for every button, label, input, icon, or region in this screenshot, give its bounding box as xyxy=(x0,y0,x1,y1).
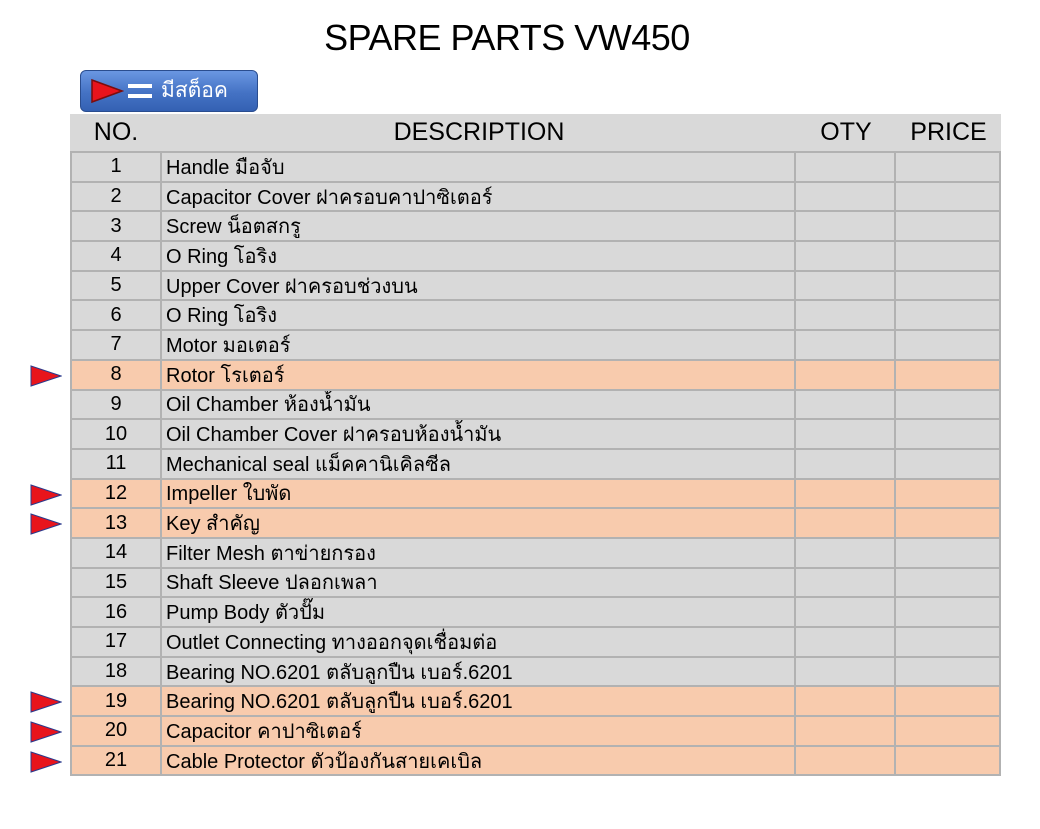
row-qty-cell xyxy=(796,301,896,331)
row-price-cell xyxy=(896,242,1001,272)
row-number: 6 xyxy=(72,301,162,331)
table-row xyxy=(72,183,1001,213)
row-number: 13 xyxy=(72,509,162,539)
row-price-cell xyxy=(896,658,1001,688)
table-row xyxy=(72,598,1001,628)
row-price-cell xyxy=(896,539,1001,569)
row-qty-cell xyxy=(796,272,896,302)
stock-legend xyxy=(80,70,258,112)
column-header-no: NO. xyxy=(93,118,139,146)
row-qty-cell xyxy=(796,509,896,539)
row-price-cell xyxy=(896,480,1001,510)
row-description: Screw น็อตสกรู xyxy=(162,212,796,242)
row-number: 18 xyxy=(72,658,162,688)
row-price-cell xyxy=(896,509,1001,539)
row-description: Bearing NO.6201 ตลับลูกปืน เบอร์.6201 xyxy=(162,658,796,688)
row-number: 12 xyxy=(72,480,162,510)
table-row xyxy=(72,658,1001,688)
row-description: Bearing NO.6201 ตลับลูกปืน เบอร์.6201 xyxy=(162,687,796,717)
row-number: 4 xyxy=(72,242,162,272)
parts-table xyxy=(70,114,1001,776)
table-row xyxy=(72,153,1001,183)
in-stock-triangle-icon xyxy=(30,691,62,713)
red-triangle-icon xyxy=(90,78,124,104)
row-price-cell xyxy=(896,183,1001,213)
row-qty-cell xyxy=(796,331,896,361)
table-row xyxy=(72,539,1001,569)
row-description: Outlet Connecting ทางออกจุดเชื่อมต่อ xyxy=(162,628,796,658)
row-number: 1 xyxy=(72,153,162,183)
row-number: 11 xyxy=(72,450,162,480)
row-price-cell xyxy=(896,391,1001,421)
table-row xyxy=(72,569,1001,599)
row-price-cell xyxy=(896,301,1001,331)
row-price-cell xyxy=(896,450,1001,480)
row-qty-cell xyxy=(796,480,896,510)
row-number: 19 xyxy=(72,687,162,717)
row-price-cell xyxy=(896,212,1001,242)
row-description: Filter Mesh ตาข่ายกรอง xyxy=(162,539,796,569)
row-price-cell xyxy=(896,687,1001,717)
table-row xyxy=(72,361,1001,391)
row-number: 7 xyxy=(72,331,162,361)
row-description: Oil Chamber Cover ฝาครอบห้องน้ำมัน xyxy=(162,420,796,450)
table-row xyxy=(72,687,1001,717)
legend-label: มีสต็อค xyxy=(161,79,228,102)
row-number: 3 xyxy=(72,212,162,242)
row-qty-cell xyxy=(796,183,896,213)
table-row xyxy=(72,301,1001,331)
row-description: Rotor โรเตอร์ xyxy=(162,361,796,391)
row-number: 20 xyxy=(72,717,162,747)
row-price-cell xyxy=(896,628,1001,658)
row-description: Cable Protector ตัวป้องกันสายเคเบิล xyxy=(162,747,796,777)
row-number: 17 xyxy=(72,628,162,658)
row-price-cell xyxy=(896,361,1001,391)
table-row xyxy=(72,391,1001,421)
in-stock-triangle-icon xyxy=(30,484,62,506)
row-price-cell xyxy=(896,569,1001,599)
in-stock-triangle-icon xyxy=(30,721,62,743)
row-description: Capacitor Cover ฝาครอบคาปาซิเตอร์ xyxy=(162,183,796,213)
table-header xyxy=(70,114,1001,151)
row-qty-cell xyxy=(796,450,896,480)
row-qty-cell xyxy=(796,391,896,421)
row-qty-cell xyxy=(796,747,896,777)
row-price-cell xyxy=(896,598,1001,628)
row-number: 16 xyxy=(72,598,162,628)
table-row xyxy=(72,242,1001,272)
row-number: 14 xyxy=(72,539,162,569)
table-row xyxy=(72,331,1001,361)
row-qty-cell xyxy=(796,420,896,450)
row-description: Mechanical seal แม็คคานิเคิลซีล xyxy=(162,450,796,480)
row-description: Impeller ใบพัด xyxy=(162,480,796,510)
column-header-price: PRICE xyxy=(910,118,987,146)
table-row xyxy=(72,747,1001,777)
table-row xyxy=(72,272,1001,302)
row-number: 15 xyxy=(72,569,162,599)
row-qty-cell xyxy=(796,539,896,569)
row-qty-cell xyxy=(796,717,896,747)
row-number: 5 xyxy=(72,272,162,302)
row-qty-cell xyxy=(796,153,896,183)
in-stock-triangle-icon xyxy=(30,751,62,773)
row-description: O Ring โอริง xyxy=(162,242,796,272)
row-number: 8 xyxy=(72,361,162,391)
row-qty-cell xyxy=(796,212,896,242)
table-row xyxy=(72,717,1001,747)
row-description: Capacitor คาปาซิเตอร์ xyxy=(162,717,796,747)
row-qty-cell xyxy=(796,242,896,272)
row-price-cell xyxy=(896,272,1001,302)
row-price-cell xyxy=(896,747,1001,777)
equals-icon xyxy=(128,84,152,100)
row-number: 10 xyxy=(72,420,162,450)
row-qty-cell xyxy=(796,658,896,688)
row-qty-cell xyxy=(796,628,896,658)
table-row xyxy=(72,420,1001,450)
row-description: Key สำคัญ xyxy=(162,509,796,539)
row-description: O Ring โอริง xyxy=(162,301,796,331)
row-qty-cell xyxy=(796,361,896,391)
row-number: 21 xyxy=(72,747,162,777)
row-qty-cell xyxy=(796,569,896,599)
table-row xyxy=(72,480,1001,510)
row-number: 9 xyxy=(72,391,162,421)
column-header-description: DESCRIPTION xyxy=(393,118,565,146)
row-description: Pump Body ตัวปั๊ม xyxy=(162,598,796,628)
table-row xyxy=(72,212,1001,242)
in-stock-triangle-icon xyxy=(30,365,62,387)
column-header-qty: OTY xyxy=(820,118,872,146)
row-price-cell xyxy=(896,331,1001,361)
page-title: SPARE PARTS VW450 xyxy=(324,17,690,58)
row-number: 2 xyxy=(72,183,162,213)
table-row xyxy=(72,628,1001,658)
row-qty-cell xyxy=(796,598,896,628)
row-description: Motor มอเตอร์ xyxy=(162,331,796,361)
row-price-cell xyxy=(896,717,1001,747)
table-body xyxy=(70,151,1001,776)
table-row xyxy=(72,509,1001,539)
in-stock-triangle-icon xyxy=(30,513,62,535)
table-row xyxy=(72,450,1001,480)
row-price-cell xyxy=(896,420,1001,450)
row-description: Oil Chamber ห้องน้ำมัน xyxy=(162,391,796,421)
row-description: Shaft Sleeve ปลอกเพลา xyxy=(162,569,796,599)
row-description: Upper Cover ฝาครอบช่วงบน xyxy=(162,272,796,302)
row-price-cell xyxy=(896,153,1001,183)
row-description: Handle มือจับ xyxy=(162,153,796,183)
row-qty-cell xyxy=(796,687,896,717)
